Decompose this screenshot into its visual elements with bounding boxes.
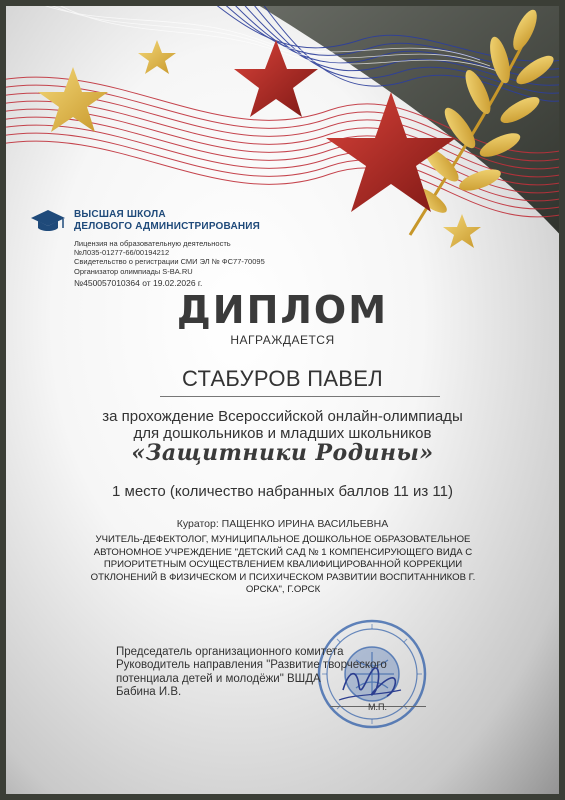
award-reason bbox=[0, 408, 565, 442]
olympiad-name: «Защитники Родины» bbox=[131, 440, 434, 466]
gold-star-icon bbox=[443, 214, 481, 248]
license-number: №Л035-01277-66/00194212 bbox=[74, 248, 170, 258]
reason-line1: за прохождение Всероссийской онлайн-олимпиады bbox=[102, 408, 463, 425]
signatory-line2: Руководитель направления "Развитие творческого bbox=[116, 659, 387, 672]
org-name-line2: ДЕЛОВОГО АДМИНИСТРИРОВАНИЯ bbox=[74, 221, 261, 232]
media-certificate: Свидетельство о регистрации СМИ ЭЛ № ФС77-70095 bbox=[74, 257, 265, 267]
recipient-name: СТАБУРОВ ПАВЕЛ bbox=[181, 366, 383, 391]
reason-line2: для дошкольников и младших школьников bbox=[133, 425, 432, 442]
org-name-line1: ВЫСШАЯ ШКОЛА bbox=[74, 209, 166, 220]
organizer-text: Организатор олимпиады S-BA.RU bbox=[74, 266, 193, 276]
diploma-title: ДИПЛОМ bbox=[176, 288, 389, 332]
curator-description: УЧИТЕЛЬ-ДЕФЕКТОЛОГ, МУНИЦИПАЛЬНОЕ ДОШКОЛЬНОЕ ОБРАЗОВАТЕЛЬНОЕ АВТОНОМНОЕ УЧРЕЖДЕНИЕ "ДЕТСКИЙ САД № 1 КОМПЕНСИРУЮЩЕГО ВИДА С ПРИОРИТЕТНЫМ ОСУЩЕСТВЛЕНИЕМ КВАЛИФИЦИРОВАННОЙ КОРРЕКЦИИ ОТКЛОНЕНИЙ В ФИЗИЧЕСКОМ И ПСИХИЧЕСКОМ РАЗВИТИИ ВОСПИТАННИКОВ Г. ОРСКА", Г.ОРСК bbox=[90, 534, 476, 595]
organization-block bbox=[30, 208, 330, 288]
signatory-name: Бабина И.В. bbox=[116, 685, 182, 698]
red-star-icon bbox=[234, 40, 318, 117]
stamp-place-label: М.П. bbox=[368, 702, 387, 712]
handwritten-signature bbox=[335, 660, 405, 706]
license-text: Лицензия на образовательную деятельность bbox=[74, 239, 231, 248]
curator-name: Куратор: ПАЩЕНКО ИРИНА ВАСИЛЬЕВНА bbox=[176, 518, 389, 530]
recipient-underline bbox=[160, 396, 440, 397]
awarded-label: НАГРАЖДАЕТСЯ bbox=[230, 333, 335, 347]
registration-number: №450057010364 от 19.02.2026 г. bbox=[74, 277, 203, 288]
gold-star-icon bbox=[38, 67, 108, 132]
gold-star-icon bbox=[138, 40, 176, 74]
signatory-line3: потенциала детей и молодёжи" ВШДА bbox=[116, 672, 321, 685]
signatory-line1: Председатель организационного комитета bbox=[116, 646, 344, 658]
place-result: 1 место (количество набранных баллов 11 из 11) bbox=[112, 483, 453, 500]
graduation-cap-icon bbox=[30, 208, 66, 234]
